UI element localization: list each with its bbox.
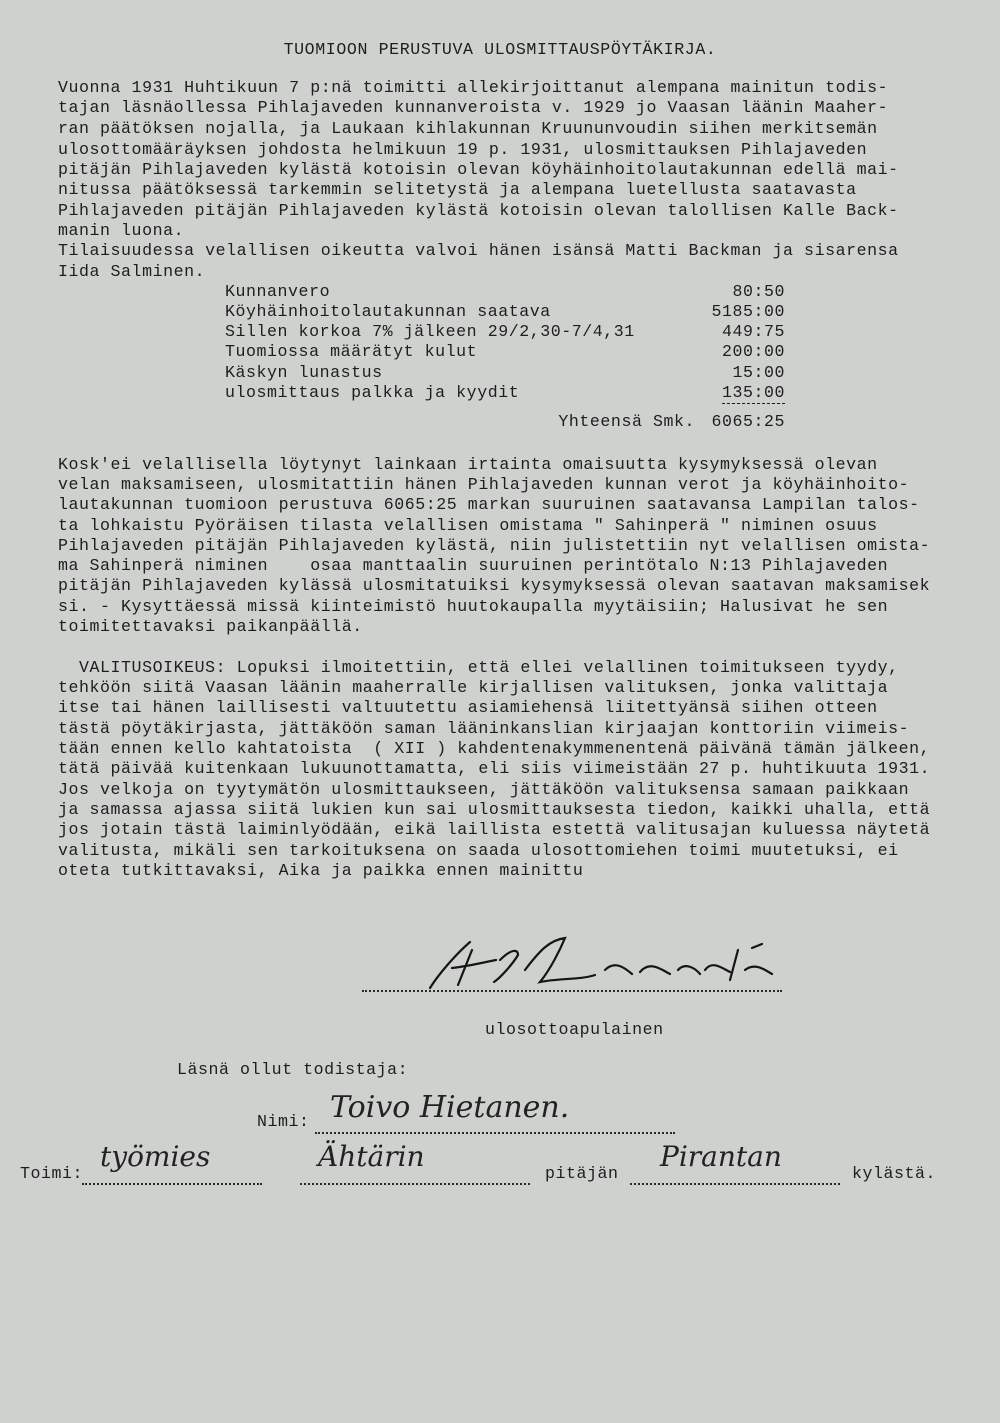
intro-line: pitäjän Pihlajaveden kylästä kotoisin olevan köyhäinhoitolautakunnan edellä mai-	[58, 160, 899, 179]
intro-line: ran päätöksen nojalla, ja Laukaan kihlakunnan Kruununvoudin siihen merkitsemän	[58, 119, 878, 138]
summary-row	[225, 282, 785, 302]
summary-label: Käskyn lunastus	[225, 363, 383, 382]
village-label: kylästä.	[852, 1164, 937, 1183]
summary-amount: 200:00	[721, 342, 785, 361]
appeal-line: Jos velkoja on tyytymätön ulosmittaukseen, jättäköön valituksensa samaan paikkaan	[58, 780, 910, 799]
summary-amount: 80:50	[732, 282, 785, 301]
summary-amount: 5185:00	[711, 302, 785, 321]
village-value: Pirantan	[660, 1140, 782, 1173]
occupation-value: työmies	[100, 1140, 211, 1173]
summary-label: Köyhäinhoitolautakunnan saatava	[225, 302, 551, 321]
intro-line: tajan läsnäollessa Pihlajaveden kunnanveroista v. 1929 jo Vaasan läänin Maaher-	[58, 98, 889, 117]
summary-total-row	[225, 412, 785, 432]
body-line: ta lohkaistu Pyöräisen tilasta velallisen omistama " Sahinperä " niminen osuus	[58, 516, 878, 535]
summary-label: Sillen korkoa 7% jälkeen 29/2,30-7/4,31	[225, 322, 635, 341]
body-line: pitäjän Pihlajaveden kylässä ulosmitatuiksi kysymyksessä olevan saatavan maksamisek	[58, 576, 931, 595]
occupation-label: Toimi:	[20, 1164, 84, 1183]
witness-name-value: Toivo Hietanen.	[330, 1090, 570, 1125]
appeal-line: VALITUSOIKEUS: Lopuksi ilmoitettiin, että ellei velallinen toimitukseen tyydy,	[58, 658, 899, 677]
summary-row	[225, 363, 785, 383]
signer-role: ulosottoapulainen	[485, 1020, 664, 1039]
summary-amount: 449:75	[721, 322, 785, 341]
appeal-line: tästä pöytäkirjasta, jättäköön saman lääninkanslian kirjaajan konttoriin viimeis-	[58, 719, 910, 738]
body-line: ma Sahinperä niminen osaa manttaalin suuruinen perintötalo N:13 Pihlajaveden	[58, 556, 889, 575]
parish-label: pitäjän	[545, 1164, 619, 1183]
summary-label: Tuomiossa määrätyt kulut	[225, 342, 478, 361]
intro-line: Iida Salminen.	[58, 262, 206, 281]
body-line: toimitettavaksi paikanpäällä.	[58, 617, 363, 636]
intro-line: manin luona.	[58, 221, 185, 240]
summary-row	[225, 322, 785, 342]
appeal-line: itse tai hänen laillisesti valtuutettu asiamiehensä liitettyänsä siihen otteen	[58, 698, 878, 717]
summary-total-amount: 6065:25	[711, 412, 785, 431]
appeal-line: oteta tutkittavaksi, Aika ja paikka ennen mainittu	[58, 861, 584, 880]
summary-total-label: Yhteensä Smk.	[558, 412, 695, 431]
summary-label: Kunnanvero	[225, 282, 331, 301]
signature-dotted-line	[362, 990, 782, 992]
summary-amount: 135:00	[722, 383, 785, 404]
body-line: velan maksamiseen, ulosmitattiin hänen Pihlajaveden kunnan verot ja köyhäinhoito-	[58, 475, 910, 494]
appeal-line: tään ennen kello kahtatoista ( XII ) kahdentenakymmenentenä päivänä tämän jälkeen,	[58, 739, 931, 758]
appeal-line: ja samassa ajassa siitä lukien kun sai ulosmittauksesta tiedon, kaikki uhalla, että	[58, 800, 931, 819]
intro-line: Vuonna 1931 Huhtikuun 7 p:nä toimitti allekirjoittanut alempana mainitun todis-	[58, 78, 889, 97]
name-dotted-line	[315, 1132, 675, 1134]
body-line: lautakunnan tuomioon perustuva 6065:25 markan suuruinen saatavansa Lampilan talos-	[58, 495, 920, 514]
parish-dotted-line	[300, 1183, 530, 1185]
body-line: Kosk'ei velallisella löytynyt lainkaan irtainta omaisuutta kysymyksessä olevan	[58, 455, 878, 474]
body-line: Pihlajaveden pitäjän Pihlajaveden kylästä, niin julistettiin nyt velallisen omista-	[58, 536, 931, 555]
appeal-line: tätä päivää kuitenkaan lukuunottamatta, eli siis viimeistään 27 p. huhtikuuta 1931.	[58, 759, 931, 778]
occupation-dotted-line	[82, 1183, 262, 1185]
summary-amount: 15:00	[732, 363, 785, 382]
appeal-line: jos jotain tästä laiminlyödään, eikä laillista estettä valitusajan kuluessa näytetä	[58, 820, 931, 839]
summary-row	[225, 383, 785, 403]
intro-line: ulosottomääräyksen johdosta helmikuun 19 p. 1931, ulosmittauksen Pihlajaveden	[58, 140, 868, 159]
summary-row	[225, 342, 785, 362]
parish-value: Ähtärin	[318, 1140, 425, 1173]
intro-line: nitussa päätöksessä tarkemmin selitetystä ja alempana luetellusta saatavasta	[58, 180, 857, 199]
appeal-line: tehköön siitä Vaasan läänin maaherralle kirjallisen valituksen, jonka valittaja	[58, 678, 889, 697]
summary-label: ulosmittaus palkka ja kyydit	[225, 383, 520, 402]
witness-name-label: Nimi:	[257, 1112, 310, 1131]
intro-line: Pihlajaveden pitäjän Pihlajaveden kylästä kotoisin olevan talollisen Kalle Back-	[58, 201, 899, 220]
witness-heading: Läsnä ollut todistaja:	[177, 1060, 409, 1079]
summary-row	[225, 302, 785, 322]
body-line: si. - Kysyttäessä missä kiinteimistö huutokaupalla myytäisiin; Halusivat he sen	[58, 597, 889, 616]
appeal-line: valitusta, mikäli sen tarkoituksena on saada ulosottomiehen toimi muutetuksi, ei	[58, 841, 899, 860]
intro-line: Tilaisuudessa velallisen oikeutta valvoi hänen isänsä Matti Backman ja sisarensa	[58, 241, 899, 260]
village-dotted-line	[630, 1183, 840, 1185]
document-title: TUOMIOON PERUSTUVA ULOSMITTAUSPÖYTÄKIRJA.	[283, 40, 717, 59]
